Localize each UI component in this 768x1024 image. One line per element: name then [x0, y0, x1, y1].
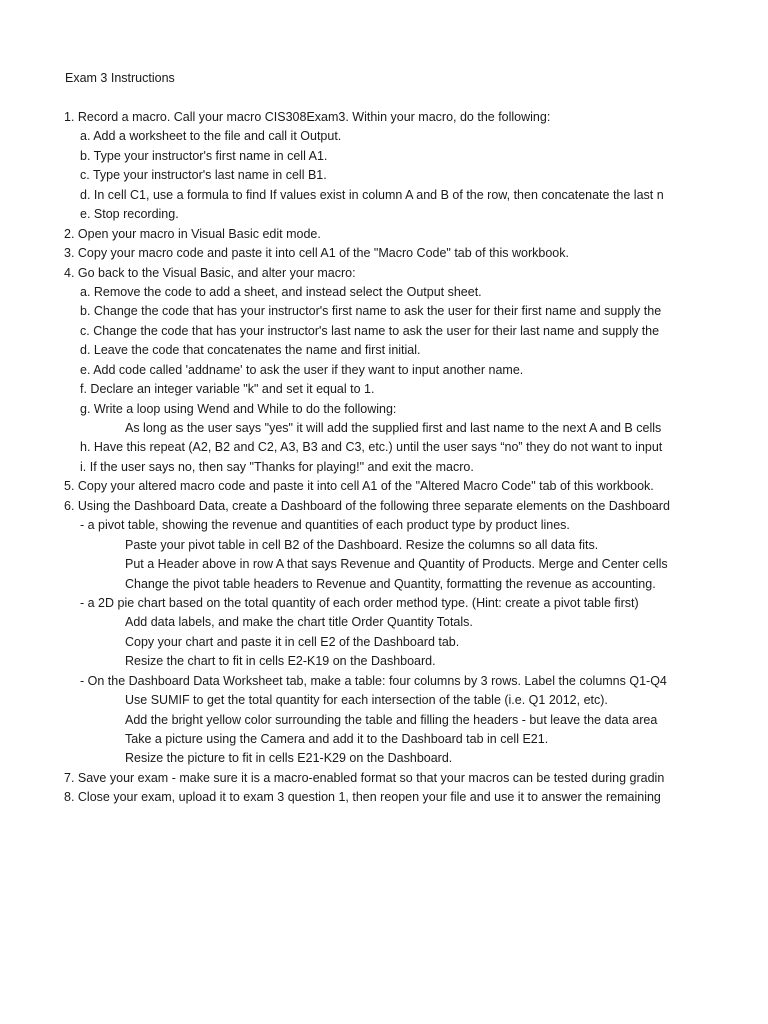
instruction-line: c. Type your instructor's last name in cell B1. — [80, 168, 327, 183]
instruction-line: e. Stop recording. — [80, 207, 179, 222]
instruction-line: - On the Dashboard Data Worksheet tab, make a table: four columns by 3 rows. Label the columns Q1-Q4 — [80, 673, 667, 688]
instruction-line: Paste your pivot table in cell B2 of the Dashboard. Resize the columns so all data fits. — [125, 537, 599, 552]
instruction-line: f. Declare an integer variable "k" and set it equal to 1. — [80, 382, 375, 397]
instruction-line: 5. Copy your altered macro code and paste it into cell A1 of the "Altered Macro Code" tab of this workbook. — [64, 479, 654, 494]
instruction-line: d. Leave the code that concatenates the name and first initial. — [80, 343, 421, 358]
instruction-line: a. Add a worksheet to the file and call it Output. — [80, 129, 342, 144]
instruction-line: g. Write a loop using Wend and While to do the following: — [80, 401, 397, 416]
instruction-line: Use SUMIF to get the total quantity for each intersection of the table (i.e. Q1 2012, etc). — [125, 693, 608, 708]
instruction-line: b. Change the code that has your instructor's first name to ask the user for their first name and supply the — [80, 304, 662, 319]
instruction-line: 8. Close your exam, upload it to exam 3 question 1, then reopen your file and use it to answer the remaining — [64, 790, 661, 805]
instruction-line: - a 2D pie chart based on the total quantity of each order method type. (Hint: create a pivot table first) — [80, 595, 639, 610]
instruction-line: As long as the user says "yes" it will add the supplied first and last name to the next A and B cells — [125, 421, 662, 435]
instruction-line: Put a Header above in row A that says Revenue and Quantity of Products. Merge and Center cells — [125, 557, 668, 572]
instruction-line: e. Add code called 'addname' to ask the user if they want to input another name. — [80, 362, 524, 377]
instruction-line: Resize the chart to fit in cells E2-K19 on the Dashboard. — [125, 654, 436, 669]
instruction-line: Take a picture using the Camera and add it to the Dashboard tab in cell E21. — [125, 732, 549, 746]
instruction-line: a. Remove the code to add a sheet, and instead select the Output sheet. — [80, 284, 482, 299]
instruction-line: i. If the user says no, then say "Thanks for playing!" and exit the macro. — [80, 459, 474, 474]
instruction-line: Resize the picture to fit in cells E21-K29 on the Dashboard. — [125, 751, 453, 766]
instruction-line: 3. Copy your macro code and paste it into cell A1 of the "Macro Code" tab of this workbook. — [64, 246, 569, 261]
instruction-line: Add data labels, and make the chart title Order Quantity Totals. — [125, 615, 473, 630]
instruction-list — [0, 108, 670, 808]
instruction-line: Add the bright yellow color surrounding the table and filling the headers - but leave the data area — [125, 712, 658, 727]
instruction-line: 6. Using the Dashboard Data, create a Dashboard of the following three separate elements on the Dashboard — [64, 498, 670, 513]
instruction-line: 2. Open your macro in Visual Basic edit mode. — [64, 226, 321, 241]
document-title: Exam 3 Instructions — [65, 71, 175, 85]
instruction-line: 4. Go back to the Visual Basic, and alter your macro: — [64, 265, 356, 280]
instruction-line: Copy your chart and paste it in cell E2 of the Dashboard tab. — [125, 634, 460, 649]
instruction-line: - a pivot table, showing the revenue and quantities of each product type by product lines. — [80, 518, 570, 533]
instruction-line: c. Change the code that has your instructor's last name to ask the user for their last name and supply the — [80, 323, 660, 338]
instruction-line: 7. Save your exam - make sure it is a macro-enabled format so that your macros can be tested during gradin — [64, 770, 665, 785]
instruction-line: 1. Record a macro. Call your macro CIS308Exam3. Within your macro, do the following: — [64, 110, 551, 124]
instruction-line: d. In cell C1, use a formula to find If values exist in column A and B of the row, then concatenate the last n — [80, 187, 664, 202]
instruction-line: Change the pivot table headers to Revenue and Quantity, formatting the revenue as accounting. — [125, 576, 656, 591]
instruction-line: b. Type your instructor's first name in cell A1. — [80, 148, 328, 163]
instruction-line: h. Have this repeat (A2, B2 and C2, A3, B3 and C3, etc.) until the user says “no” they do not want to input — [80, 440, 663, 455]
